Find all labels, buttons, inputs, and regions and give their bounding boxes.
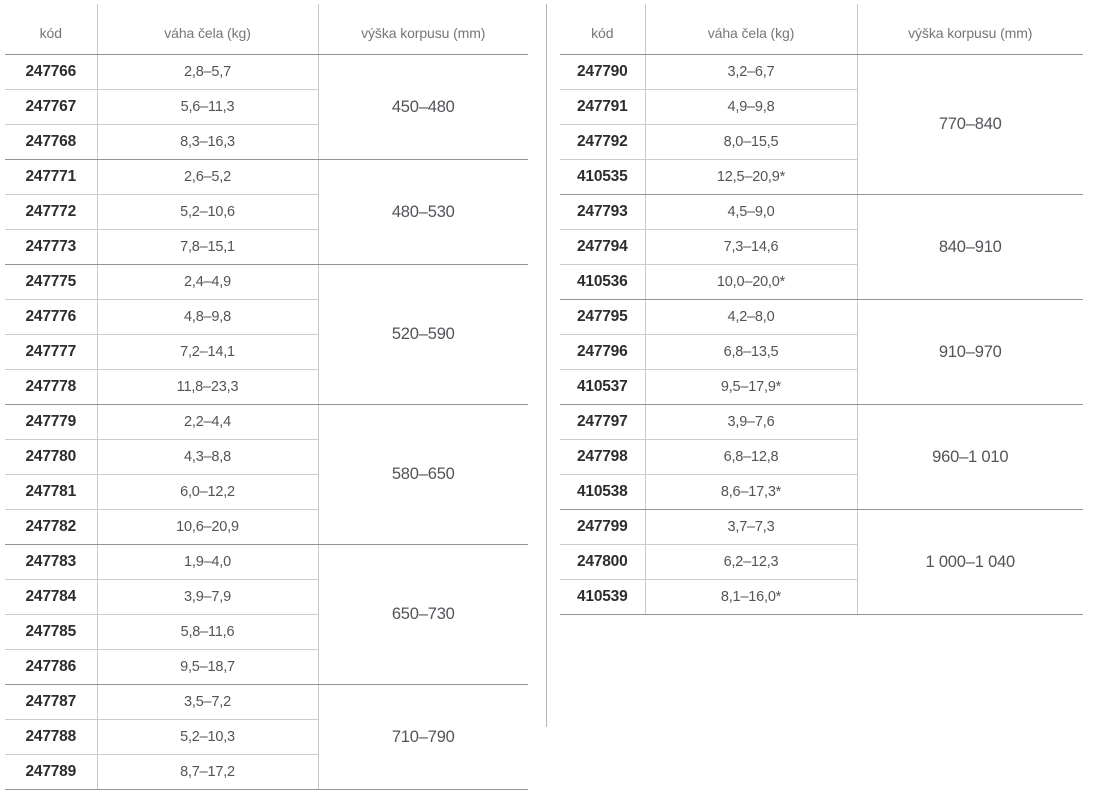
weight-range-cell: 2,4–4,9 [97,265,318,300]
code-cell: 247781 [5,475,97,510]
header-row [5,4,528,55]
weight-range-cell: 3,9–7,6 [645,405,857,440]
code-cell: 247796 [560,335,645,370]
height-range-cell: 520–590 [318,265,528,405]
code-cell: 247777 [5,335,97,370]
code-cell: 247783 [5,545,97,580]
table-row [5,405,528,440]
code-cell: 247772 [5,195,97,230]
code-cell: 247792 [560,125,645,160]
code-cell: 247798 [560,440,645,475]
weight-range-cell: 5,6–11,3 [97,90,318,125]
code-cell: 247788 [5,720,97,755]
weight-range-cell: 4,9–9,8 [645,90,857,125]
weight-range-cell: 7,8–15,1 [97,230,318,265]
weight-range-cell: 8,3–16,3 [97,125,318,160]
tables-divider [546,4,547,727]
weight-range-cell: 7,2–14,1 [97,335,318,370]
weight-range-cell: 1,9–4,0 [97,545,318,580]
code-cell: 247791 [560,90,645,125]
height-range-cell: 580–650 [318,405,528,545]
weight-range-cell: 8,0–15,5 [645,125,857,160]
code-cell: 247780 [5,440,97,475]
weight-range-cell: 7,3–14,6 [645,230,857,265]
code-cell: 247767 [5,90,97,125]
weight-range-cell: 4,2–8,0 [645,300,857,335]
weight-range-cell: 6,0–12,2 [97,475,318,510]
code-cell: 247778 [5,370,97,405]
spec-table [560,4,1083,615]
table-row [5,685,528,720]
column-header-weight: váha čela (kg) [97,4,318,55]
code-cell: 247794 [560,230,645,265]
code-cell: 247800 [560,545,645,580]
code-cell: 247787 [5,685,97,720]
column-header-code: kód [5,4,97,55]
weight-range-cell: 12,5–20,9* [645,160,857,195]
code-cell: 247789 [5,755,97,790]
height-range-cell: 910–970 [857,300,1083,405]
weight-range-cell: 11,8–23,3 [97,370,318,405]
code-cell: 247799 [560,510,645,545]
code-cell: 410536 [560,265,645,300]
weight-range-cell: 8,6–17,3* [645,475,857,510]
table-row [560,195,1083,230]
code-cell: 247773 [5,230,97,265]
table-row [560,300,1083,335]
code-cell: 247782 [5,510,97,545]
code-cell: 247795 [560,300,645,335]
weight-range-cell: 5,8–11,6 [97,615,318,650]
table-row [5,545,528,580]
column-header-height: výška korpusu (mm) [318,4,528,55]
spec-table-left [5,4,528,790]
code-cell: 247779 [5,405,97,440]
code-cell: 247766 [5,55,97,90]
height-range-cell: 450–480 [318,55,528,160]
code-cell: 247793 [560,195,645,230]
weight-range-cell: 9,5–17,9* [645,370,857,405]
weight-range-cell: 2,2–4,4 [97,405,318,440]
table-row [5,55,528,90]
header-row [560,4,1083,55]
height-range-cell: 1 000–1 040 [857,510,1083,615]
weight-range-cell: 8,7–17,2 [97,755,318,790]
weight-range-cell: 4,8–9,8 [97,300,318,335]
height-range-cell: 710–790 [318,685,528,790]
spec-table-right [560,4,1083,615]
height-range-cell: 480–530 [318,160,528,265]
weight-range-cell: 10,0–20,0* [645,265,857,300]
code-cell: 247776 [5,300,97,335]
column-header-weight: váha čela (kg) [645,4,857,55]
weight-range-cell: 5,2–10,3 [97,720,318,755]
weight-range-cell: 4,3–8,8 [97,440,318,475]
weight-range-cell: 5,2–10,6 [97,195,318,230]
spec-table [5,4,528,790]
code-cell: 410538 [560,475,645,510]
code-cell: 247768 [5,125,97,160]
weight-range-cell: 4,5–9,0 [645,195,857,230]
column-header-code: kód [560,4,645,55]
table-row [560,405,1083,440]
weight-range-cell: 10,6–20,9 [97,510,318,545]
table-row [560,55,1083,90]
weight-range-cell: 6,8–12,8 [645,440,857,475]
code-cell: 247784 [5,580,97,615]
code-cell: 247790 [560,55,645,90]
code-cell: 247786 [5,650,97,685]
weight-range-cell: 3,2–6,7 [645,55,857,90]
weight-range-cell: 6,2–12,3 [645,545,857,580]
weight-range-cell: 3,9–7,9 [97,580,318,615]
weight-range-cell: 3,5–7,2 [97,685,318,720]
weight-range-cell: 2,8–5,7 [97,55,318,90]
weight-range-cell: 3,7–7,3 [645,510,857,545]
height-range-cell: 650–730 [318,545,528,685]
weight-range-cell: 6,8–13,5 [645,335,857,370]
table-row [5,265,528,300]
code-cell: 410539 [560,580,645,615]
weight-range-cell: 2,6–5,2 [97,160,318,195]
height-range-cell: 840–910 [857,195,1083,300]
code-cell: 247797 [560,405,645,440]
column-header-height: výška korpusu (mm) [857,4,1083,55]
weight-range-cell: 9,5–18,7 [97,650,318,685]
height-range-cell: 770–840 [857,55,1083,195]
code-cell: 247775 [5,265,97,300]
table-row [5,160,528,195]
code-cell: 247785 [5,615,97,650]
height-range-cell: 960–1 010 [857,405,1083,510]
code-cell: 247771 [5,160,97,195]
weight-range-cell: 8,1–16,0* [645,580,857,615]
code-cell: 410537 [560,370,645,405]
code-cell: 410535 [560,160,645,195]
table-row [560,510,1083,545]
